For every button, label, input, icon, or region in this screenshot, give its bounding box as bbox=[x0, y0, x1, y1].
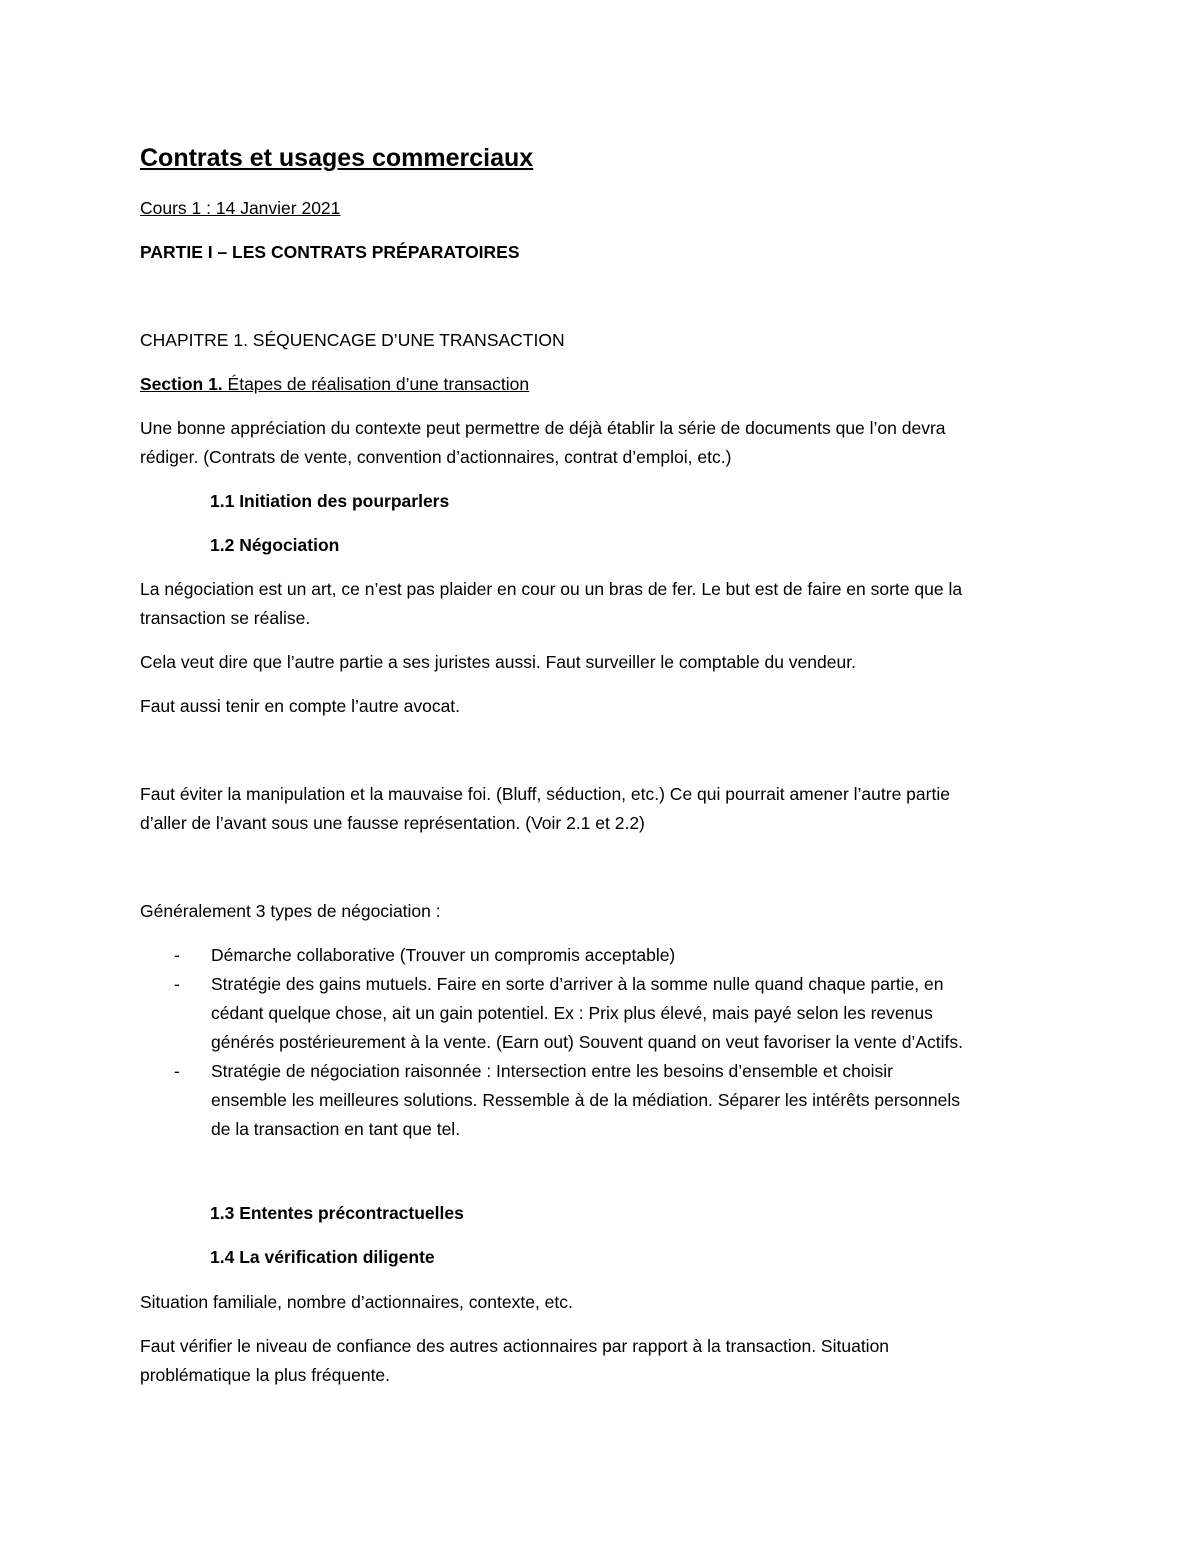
heading-1-2: 1.2 Négociation bbox=[210, 535, 340, 555]
heading-1-4: 1.4 La vérification diligente bbox=[210, 1247, 435, 1267]
bullet-marker: - bbox=[174, 974, 180, 994]
bullet-3-line-1: Stratégie de négociation raisonnée : Intersection entre les besoins d’ensemble et choisir bbox=[211, 1061, 893, 1081]
chapter-heading: CHAPITRE 1. SÉQUENCAGE D’UNE TRANSACTION bbox=[140, 330, 565, 350]
verification-paragraph-1: Situation familiale, nombre d’actionnaires, contexte, etc. bbox=[140, 1292, 573, 1312]
part-heading: PARTIE I – LES CONTRATS PRÉPARATOIRES bbox=[140, 242, 520, 262]
section-heading bbox=[140, 370, 529, 399]
negotiation-line-2: transaction se réalise. bbox=[140, 608, 311, 628]
heading-1-1: 1.1 Initiation des pourparlers bbox=[210, 491, 450, 511]
verification-line-2: problématique la plus fréquente. bbox=[140, 1365, 391, 1385]
manipulation-line-1: Faut éviter la manipulation et la mauvaise foi. (Bluff, séduction, etc.) Ce qui pourrait amener l’autre partie bbox=[140, 784, 950, 804]
negotiation-paragraph-3: Faut aussi tenir en compte l’autre avocat. bbox=[140, 696, 461, 716]
manipulation-line-2: d’aller de l’avant sous une fausse représentation. (Voir 2.1 et 2.2) bbox=[140, 813, 645, 833]
course-date: Cours 1 : 14 Janvier 2021 bbox=[140, 198, 341, 218]
bullet-marker: - bbox=[174, 945, 180, 965]
intro-line-1: Une bonne appréciation du contexte peut permettre de déjà établir la série de documents que l’on devra bbox=[140, 418, 946, 438]
bullet-2-line-1: Stratégie des gains mutuels. Faire en sorte d’arriver à la somme nulle quand chaque partie, en bbox=[211, 974, 944, 994]
bullet-3-line-3: de la transaction en tant que tel. bbox=[211, 1119, 461, 1139]
bullet-1-line-1: Démarche collaborative (Trouver un compromis acceptable) bbox=[211, 945, 676, 965]
section-label: Section 1. bbox=[140, 374, 223, 394]
heading-1-3: 1.3 Ententes précontractuelles bbox=[210, 1203, 464, 1223]
negotiation-types-intro: Généralement 3 types de négociation : bbox=[140, 901, 441, 921]
negotiation-line-1: La négociation est un art, ce n’est pas plaider en cour ou un bras de fer. Le but est de faire en sorte que la bbox=[140, 579, 963, 599]
document-title: Contrats et usages commerciaux bbox=[140, 144, 534, 172]
intro-line-2: rédiger. (Contrats de vente, convention d’actionnaires, contrat d’emploi, etc.) bbox=[140, 447, 732, 467]
section-title: Étapes de réalisation d’une transaction bbox=[222, 374, 530, 394]
bullet-2-line-3: générés postérieurement à la vente. (Earn out) Souvent quand on veut favoriser la vente d’Actifs. bbox=[211, 1032, 963, 1052]
bullet-3-line-2: ensemble les meilleures solutions. Ressemble à de la médiation. Séparer les intérêts personnels bbox=[211, 1090, 960, 1110]
bullet-2-line-2: cédant quelque chose, ait un gain potentiel. Ex : Prix plus élevé, mais payé selon les revenus bbox=[211, 1003, 933, 1023]
negotiation-paragraph-2: Cela veut dire que l’autre partie a ses juristes aussi. Faut surveiller le comptable du vendeur. bbox=[140, 652, 856, 672]
bullet-marker: - bbox=[174, 1061, 180, 1081]
verification-line-1: Faut vérifier le niveau de confiance des autres actionnaires par rapport à la transaction. Situation bbox=[140, 1336, 890, 1356]
